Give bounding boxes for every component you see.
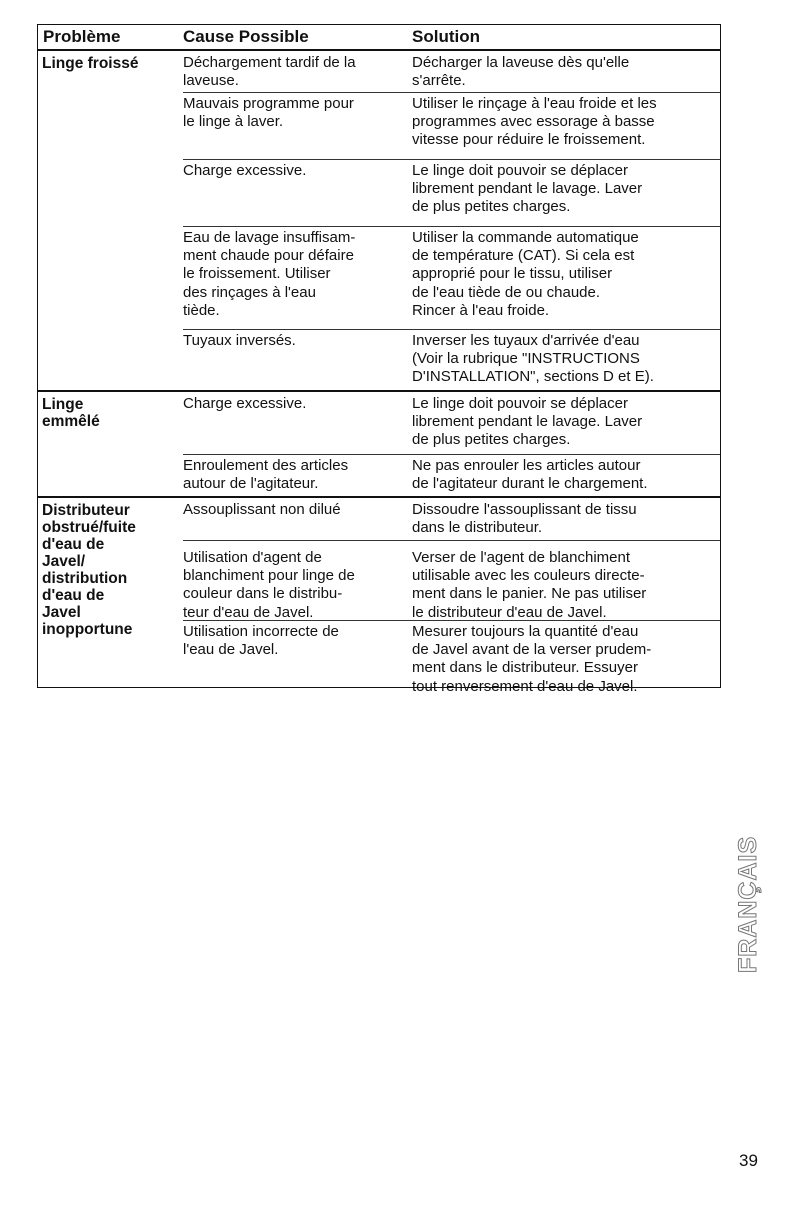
header-problem: Problème <box>43 27 121 46</box>
troubleshooting-table <box>37 24 721 695</box>
solution-cell: Le linge doit pouvoir se déplacer librement pendant le lavage. Laver de plus petites charges. <box>412 162 643 216</box>
cause-cell: Eau de lavage insuffisam- ment chaude pour défaire le froissement. Utiliser des rinçages à l'eau tiède. <box>183 229 356 319</box>
table-row <box>38 92 720 159</box>
solution-cell: Utiliser la commande automatique de température (CAT). Si cela est approprié pour le tissu, utiliser de l'eau tiède de ou chaude. Rincer à l'eau froide. <box>412 229 639 319</box>
solution-cell: Dissoudre l'assouplissant de tissu dans le distributeur. <box>412 501 637 537</box>
solution-cell: Mesurer toujours la quantité d'eau de Javel avant de la verser prudem- ment dans le distributeur. Essuyer tout renversement d'eau de Javel. <box>412 623 652 695</box>
row-divider <box>183 92 720 93</box>
cause-cell: Enroulement des articles autour de l'agitateur. <box>183 457 349 493</box>
problem-group <box>38 496 720 695</box>
row-divider <box>183 226 720 227</box>
table-row <box>38 620 720 695</box>
table-row <box>38 159 720 226</box>
table-row <box>38 226 720 329</box>
row-divider <box>183 159 720 160</box>
cause-cell: Charge excessive. <box>183 395 307 412</box>
side-language-label <box>734 755 762 973</box>
table-row <box>38 329 720 390</box>
solution-cell: Le linge doit pouvoir se déplacer librement pendant le lavage. Laver de plus petites charges. <box>412 395 643 449</box>
header-solution: Solution <box>412 27 480 46</box>
cause-cell: Utilisation d'agent de blanchiment pour linge de couleur dans le distribu- teur d'eau de Javel. <box>183 549 355 621</box>
table-row <box>38 540 720 620</box>
table-row <box>38 498 720 540</box>
row-divider <box>183 540 720 541</box>
solution-cell: Utiliser le rinçage à l'eau froide et les programmes avec essorage à basse vitesse pour réduire le froissement. <box>412 95 657 149</box>
cause-cell: Utilisation incorrecte de l'eau de Javel. <box>183 623 339 659</box>
cause-cell: Mauvais programme pour le linge à laver. <box>183 95 354 131</box>
table-row <box>38 51 720 92</box>
row-divider <box>183 620 720 621</box>
solution-cell: Ne pas enrouler les articles autour de l'agitateur durant le chargement. <box>412 457 648 493</box>
solution-cell: Verser de l'agent de blanchiment utilisable avec les couleurs directe- ment dans le panier. Ne pas utiliser le distributeur d'eau de Javel. <box>412 549 647 621</box>
table-row <box>38 454 720 498</box>
row-divider <box>183 454 720 455</box>
problem-label: Distributeur obstrué/fuite d'eau de Javel/ distribution d'eau de Javel inopportune <box>42 502 136 638</box>
table-header-row <box>38 25 720 51</box>
cause-cell: Tuyaux inversés. <box>183 332 296 349</box>
row-divider <box>183 329 720 330</box>
cause-cell: Charge excessive. <box>183 162 307 179</box>
cause-cell: Assouplissant non dilué <box>183 501 341 518</box>
side-language-text: FRANÇAIS <box>734 835 762 973</box>
problem-label: Linge emmêlé <box>42 396 100 430</box>
cause-cell: Déchargement tardif de la laveuse. <box>183 54 356 90</box>
header-cause: Cause Possible <box>183 27 309 46</box>
solution-cell: Décharger la laveuse dès qu'elle s'arrête. <box>412 54 630 90</box>
problem-label: Linge froissé <box>42 55 139 72</box>
problem-group <box>38 51 720 390</box>
page-number: 39 <box>739 1151 758 1170</box>
table-row <box>38 392 720 454</box>
problem-group <box>38 390 720 498</box>
solution-cell: Inverser les tuyaux d'arrivée d'eau (Voir la rubrique "INSTRUCTIONS D'INSTALLATION", sections D et E). <box>412 332 654 386</box>
